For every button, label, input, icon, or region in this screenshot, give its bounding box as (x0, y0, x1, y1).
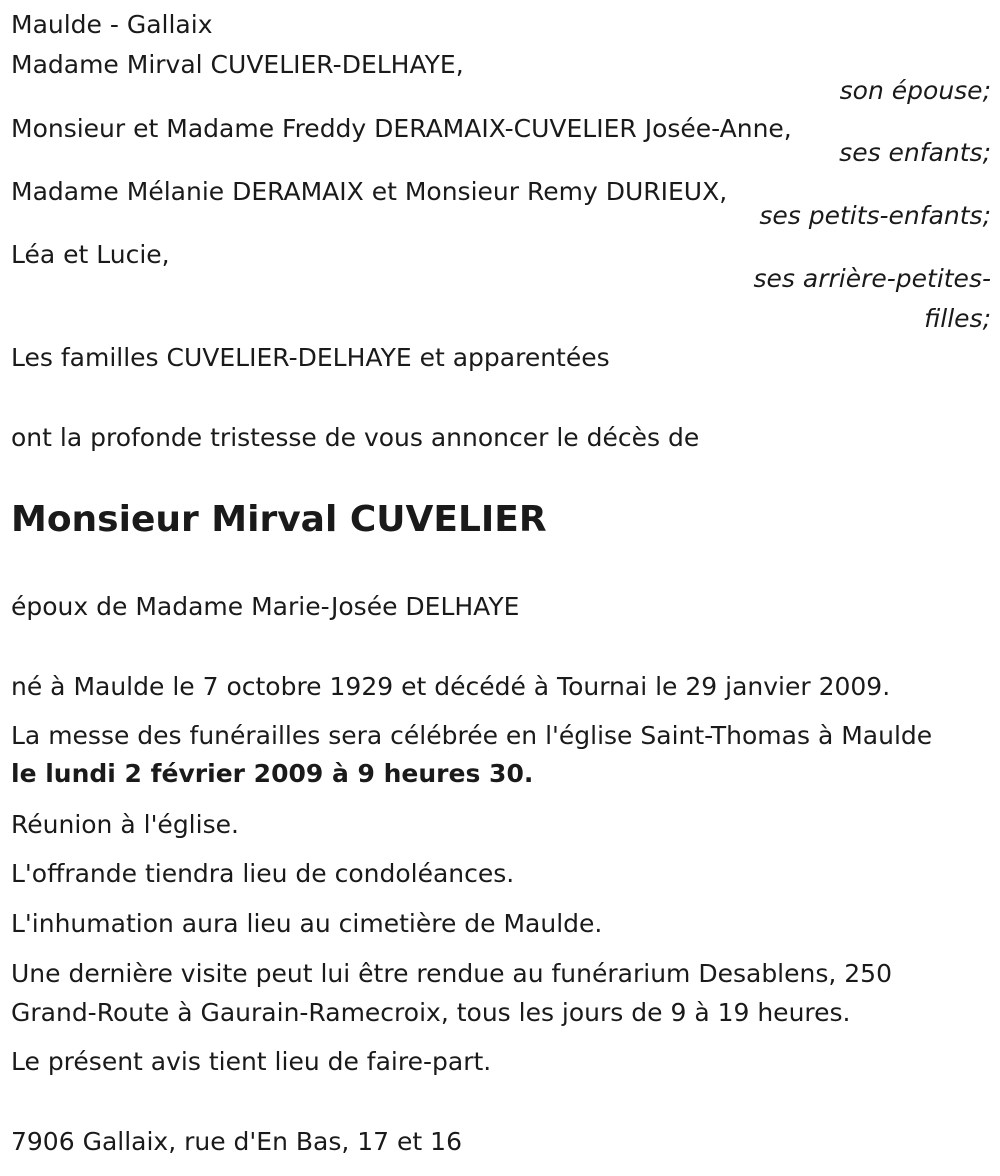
notice-line: Le présent avis tient lieu de faire-part. (11, 1047, 492, 1076)
spouse-line: époux de Madame Marie-Josée DELHAYE (11, 592, 520, 621)
family-member-name: Léa et Lucie, (11, 240, 170, 269)
deceased-name: Monsieur Mirval CUVELIER (11, 499, 547, 540)
family-member-relation: ses petits-enfants; (759, 201, 991, 230)
family-member-relation: ses enfants; (839, 138, 991, 167)
mass-line: La messe des funérailles sera célébrée en l'église Saint-Thomas à Maulde (11, 721, 933, 750)
family-member-name: Madame Mélanie DERAMAIX et Monsieur Remy DURIEUX, (11, 177, 728, 206)
families-line: Les familles CUVELIER-DELHAYE et apparentées (11, 343, 610, 372)
burial-line: L'inhumation aura lieu au cimetière de Maulde. (11, 909, 603, 938)
location-header: Maulde - Gallaix (11, 10, 213, 39)
offering-line: L'offrande tiendra lieu de condoléances. (11, 859, 515, 888)
meeting-line: Réunion à l'église. (11, 810, 239, 839)
family-member-name: Monsieur et Madame Freddy DERAMAIX-CUVELIER Josée-Anne, (11, 114, 792, 143)
visit-line: Grand-Route à Gaurain-Ramecroix, tous les jours de 9 à 19 heures. (11, 998, 851, 1027)
family-member-relation: filles; (924, 304, 991, 333)
family-member-relation: son épouse; (839, 76, 991, 105)
visit-line: Une dernière visite peut lui être rendue au funérarium Desablens, 250 (11, 959, 892, 988)
address-line: 7906 Gallaix, rue d'En Bas, 17 et 16 (11, 1127, 462, 1156)
family-member-name: Madame Mirval CUVELIER-DELHAYE, (11, 50, 464, 79)
family-member-relation: ses arrière-petites- (753, 264, 991, 293)
mass-date: le lundi 2 février 2009 à 9 heures 30. (11, 759, 534, 788)
announcement-line: ont la profonde tristesse de vous annoncer le décès de (11, 423, 700, 452)
birth-death-line: né à Maulde le 7 octobre 1929 et décédé à Tournai le 29 janvier 2009. (11, 672, 891, 701)
